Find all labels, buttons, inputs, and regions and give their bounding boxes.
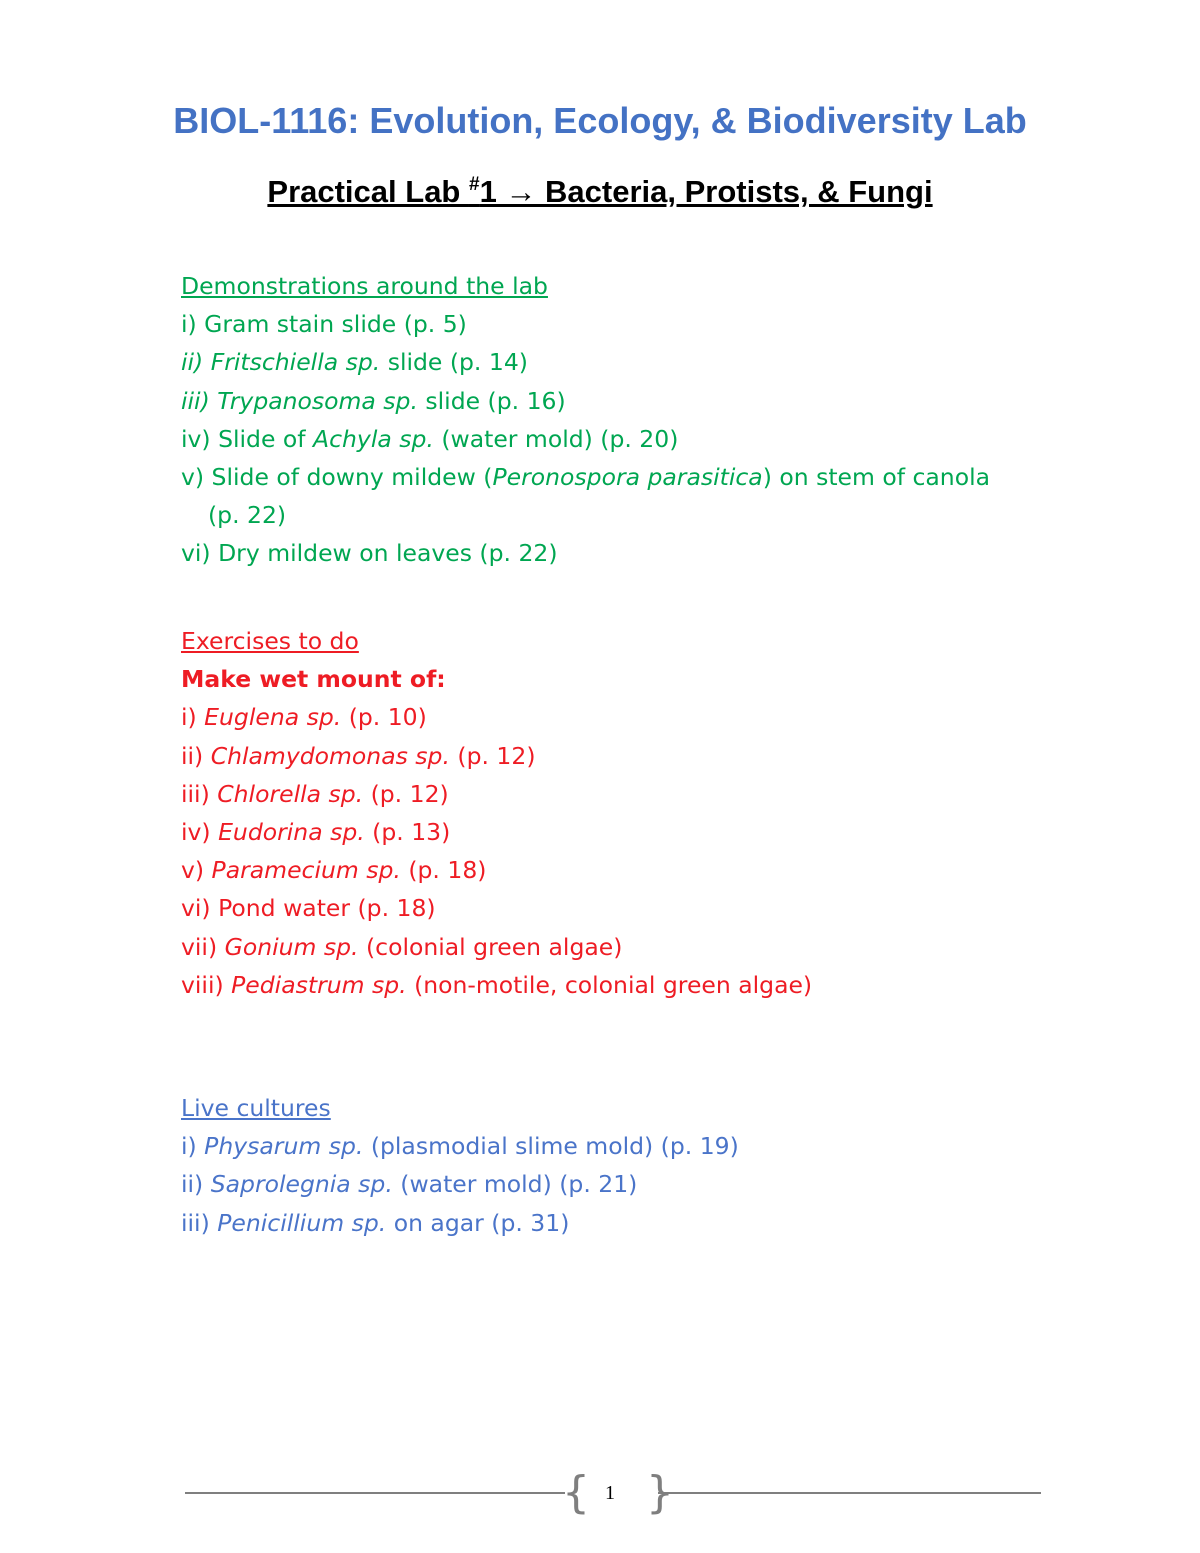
- item-text: (plasmodial slime mold) (p. 19): [363, 1132, 739, 1161]
- live-cultures-section: [181, 1089, 1141, 1242]
- item-species: Fritschiella sp.: [210, 348, 381, 377]
- item-species: Achyla sp.: [313, 424, 434, 453]
- item-text: ) on stem of canola: [762, 462, 991, 491]
- item-species: Chlamydomonas sp.: [210, 741, 450, 770]
- list-item: [181, 382, 1141, 420]
- item-species: Euglena sp.: [204, 703, 342, 732]
- list-item: [181, 928, 1141, 966]
- item-text: Gram stain slide (p. 5): [204, 310, 467, 339]
- item-number: iii): [181, 1208, 218, 1237]
- footer-brace-right: }: [646, 1467, 674, 1518]
- item-number: i): [181, 703, 205, 732]
- item-species: Paramecium sp.: [211, 856, 401, 885]
- item-text: Pond water (p. 18): [218, 894, 436, 923]
- item-text: Slide of downy mildew (: [211, 462, 493, 491]
- list-item: [181, 775, 1141, 813]
- subtitle-suffix: 1 → Bacteria, Protists, & Fungi: [479, 174, 933, 209]
- page-number: 1: [605, 1482, 615, 1504]
- subtitle-prefix: Practical Lab: [267, 174, 469, 209]
- item-text: (colonial green algae): [358, 932, 623, 961]
- item-text: (p. 10): [341, 703, 427, 732]
- item-species: Physarum sp.: [204, 1132, 364, 1161]
- demonstrations-heading: Demonstrations around the lab: [181, 272, 548, 300]
- footer-rule-left: [185, 1492, 565, 1494]
- document-title: BIOL-1116: Evolution, Ecology, & Biodiversity Lab: [173, 100, 1027, 141]
- list-item: [181, 458, 1141, 496]
- item-species: Saprolegnia sp.: [210, 1170, 393, 1199]
- item-species: Chlorella sp.: [217, 779, 364, 808]
- item-text: (p. 13): [364, 817, 451, 846]
- document-subtitle: [0, 172, 1200, 212]
- list-item: [181, 813, 1141, 851]
- item-number: iv): [181, 424, 219, 453]
- item-text: on agar (p. 31): [386, 1208, 570, 1237]
- list-item: [181, 1204, 1141, 1242]
- item-species: Eudorina sp.: [218, 817, 365, 846]
- item-number: iv): [181, 817, 219, 846]
- footer-brace-left: {: [562, 1467, 590, 1518]
- item-number: i): [181, 310, 205, 339]
- item-species: Pediastrum sp.: [231, 970, 407, 999]
- list-item: [181, 966, 1141, 1004]
- demonstrations-section: [181, 267, 1141, 573]
- live-cultures-heading: Live cultures: [181, 1094, 331, 1122]
- item-text: Slide of: [218, 424, 314, 453]
- item-text: (water mold) (p. 20): [433, 424, 679, 453]
- footer-rule-right: [658, 1492, 1041, 1494]
- list-item: [181, 305, 1141, 343]
- exercises-subheading: Make wet mount of:: [181, 665, 446, 694]
- list-item: [181, 851, 1141, 889]
- item-species: Penicillium sp.: [217, 1208, 387, 1237]
- item-text: (p. 12): [449, 741, 536, 770]
- item-number: vi): [181, 539, 219, 568]
- item-text: (non-motile, colonial green algae): [406, 970, 813, 999]
- list-item: [181, 698, 1141, 736]
- item-number: ii): [181, 741, 211, 770]
- item-species: Peronospora parasitica: [492, 462, 763, 491]
- item-text: (p. 18): [400, 856, 487, 885]
- list-item: [181, 737, 1141, 775]
- item-text: (p. 12): [363, 779, 449, 808]
- item-number: v): [181, 856, 212, 885]
- list-item: [181, 343, 1141, 381]
- item-text: Dry mildew on leaves (p. 22): [218, 539, 558, 568]
- item-number: i): [181, 1132, 205, 1161]
- item-text: (water mold) (p. 21): [392, 1170, 638, 1199]
- exercises-heading: Exercises to do: [181, 627, 359, 655]
- item-text: slide (p. 16): [417, 386, 566, 415]
- item-number: viii): [181, 970, 232, 999]
- item-number: ii): [181, 1170, 211, 1199]
- item-species: Trypanosoma sp.: [217, 386, 418, 415]
- exercises-section: [181, 622, 1141, 1004]
- list-item: [181, 534, 1141, 572]
- item-number: vii): [181, 932, 225, 961]
- item-species: Gonium sp.: [224, 932, 359, 961]
- list-item: [181, 1165, 1141, 1203]
- item-number: ii): [181, 348, 211, 377]
- item-number: vi): [181, 894, 219, 923]
- item-number: iii): [181, 386, 218, 415]
- item-number: iii): [181, 779, 218, 808]
- list-item: [181, 889, 1141, 927]
- list-item-continuation: [181, 496, 1141, 534]
- item-number: v): [181, 462, 212, 491]
- item-text: slide (p. 14): [380, 348, 528, 377]
- list-item: [181, 420, 1141, 458]
- subtitle-superscript: #: [468, 174, 480, 195]
- item-text: (p. 22): [208, 501, 287, 530]
- list-item: [181, 1127, 1141, 1165]
